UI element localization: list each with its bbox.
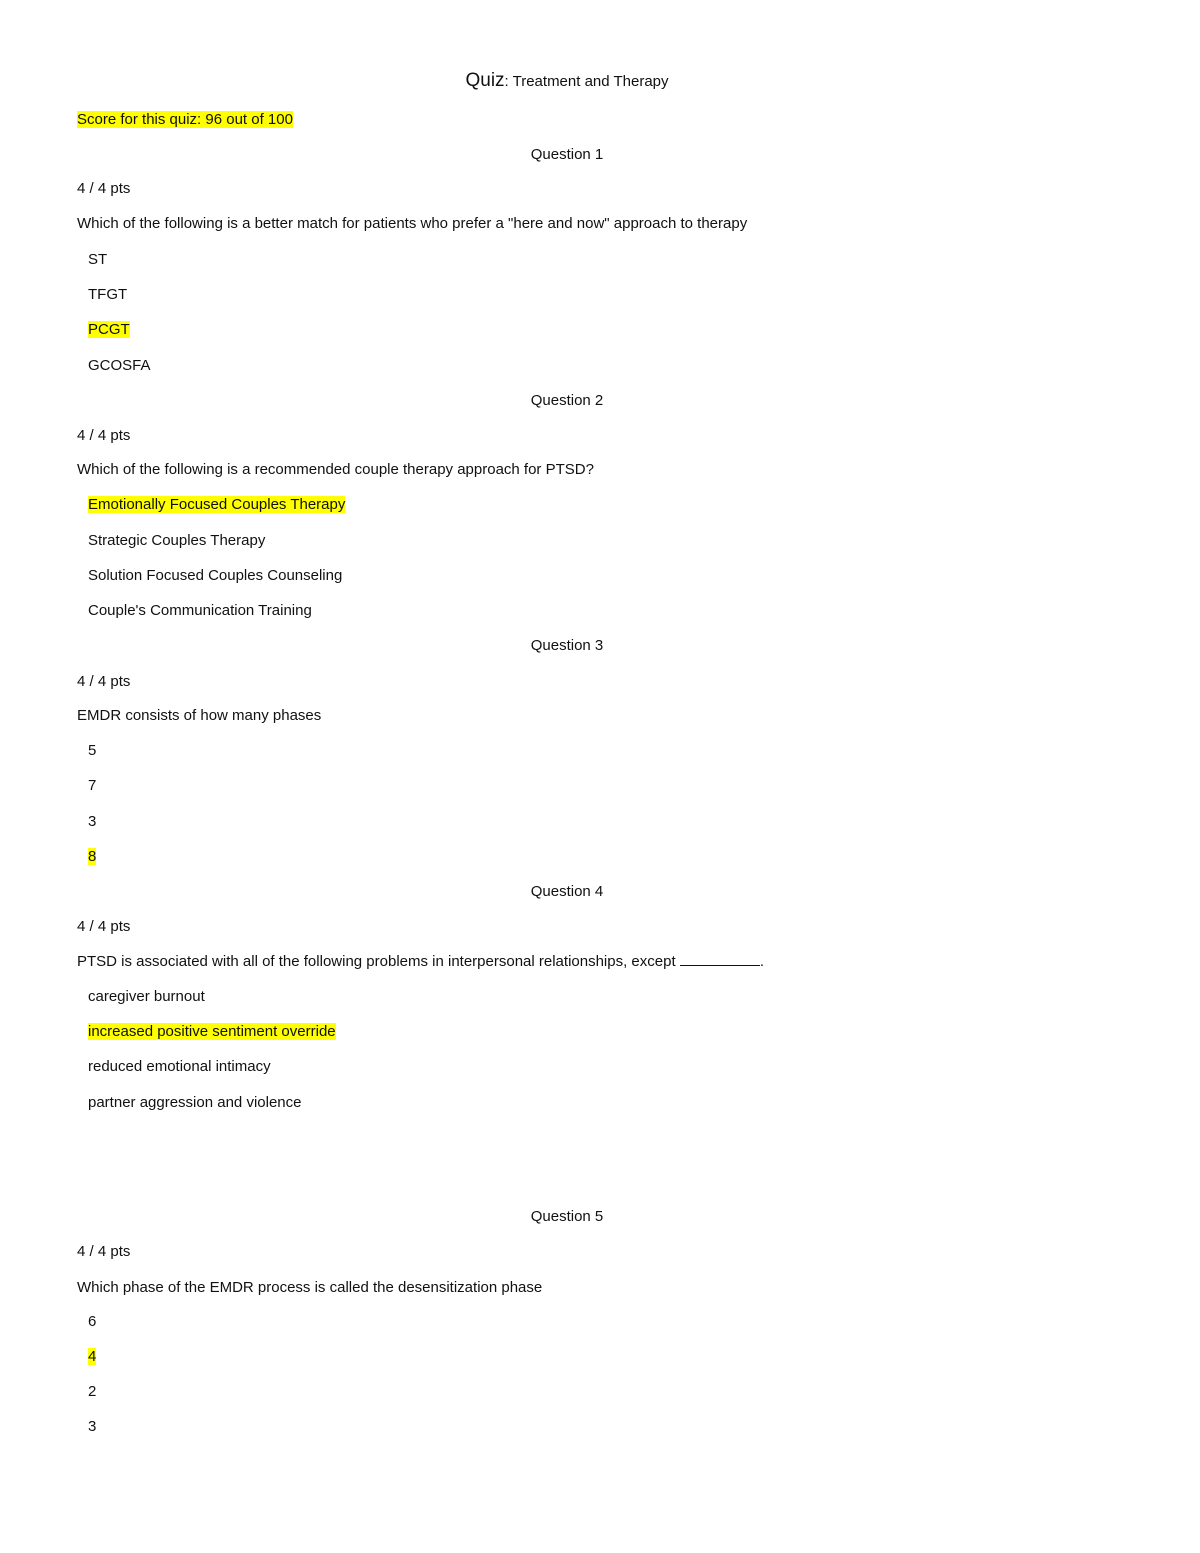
- question-5-option-1: [88, 1312, 96, 1332]
- question-2-prompt: Which of the following is a recommended couple therapy approach for PTSD?: [77, 461, 594, 478]
- option-text: Solution Focused Couples Counseling: [88, 567, 343, 584]
- option-text: reduced emotional intimacy: [88, 1058, 271, 1075]
- option-text: caregiver burnout: [88, 988, 205, 1005]
- question-2-points: 4 / 4 pts: [77, 427, 131, 444]
- option-text: 7: [88, 777, 97, 794]
- question-4-option-3: [88, 1057, 271, 1077]
- prompt-suffix: .: [759, 953, 764, 970]
- title-main: Quiz: [465, 70, 505, 91]
- question-1-prompt: Which of the following is a better match for patients who prefer a "here and now" approach to therapy: [77, 215, 748, 232]
- question-1-option-4: [88, 356, 151, 376]
- title-rest: : Treatment and Therapy: [504, 73, 669, 90]
- option-text: GCOSFA: [88, 357, 151, 374]
- question-2-option-1-selected: [88, 495, 345, 515]
- option-text: ST: [88, 251, 108, 268]
- question-4-option-4: [88, 1093, 301, 1113]
- option-text: PCGT: [88, 321, 130, 338]
- question-3-option-4-selected: [88, 847, 96, 867]
- question-2-option-3: [88, 566, 342, 586]
- question-1-points: 4 / 4 pts: [77, 180, 131, 197]
- question-3-points: 4 / 4 pts: [77, 673, 131, 690]
- option-text: 3: [88, 813, 97, 830]
- question-5-prompt: Which phase of the EMDR process is called the desensitization phase: [77, 1279, 543, 1296]
- question-4-option-1: [88, 987, 205, 1007]
- question-4-points: 4 / 4 pts: [77, 918, 131, 935]
- option-text: 6: [88, 1313, 97, 1330]
- option-text: increased positive sentiment override: [88, 1023, 336, 1040]
- question-3-option-3: [88, 812, 96, 832]
- question-5-option-2-selected: [88, 1347, 96, 1367]
- question-1-heading: Question 1: [530, 146, 604, 163]
- option-text: Strategic Couples Therapy: [88, 532, 266, 549]
- prompt-text: PTSD is associated with all of the following problems in interpersonal relationships, except: [77, 953, 676, 970]
- question-5-option-3: [88, 1382, 96, 1402]
- option-text: 8: [88, 848, 97, 865]
- page-title: [0, 70, 1134, 92]
- question-5-heading: Question 5: [530, 1208, 604, 1225]
- question-3-option-2: [88, 776, 96, 796]
- option-text: TFGT: [88, 286, 128, 303]
- question-5-option-4: [88, 1417, 96, 1437]
- score-line: [77, 110, 293, 130]
- option-text: 2: [88, 1383, 97, 1400]
- option-text: 3: [88, 1418, 97, 1435]
- question-2-option-4: [88, 601, 312, 621]
- answer-blank: [680, 951, 760, 966]
- question-1-option-1: [88, 250, 107, 270]
- question-4-option-2-selected: [88, 1022, 336, 1042]
- question-1-option-2: [88, 285, 127, 305]
- option-text: Couple's Communication Training: [88, 602, 312, 619]
- option-text: partner aggression and violence: [88, 1094, 302, 1111]
- question-2-heading: Question 2: [530, 392, 604, 409]
- option-text: Emotionally Focused Couples Therapy: [88, 496, 346, 513]
- question-5-points: 4 / 4 pts: [77, 1243, 131, 1260]
- option-text: 4: [88, 1348, 97, 1365]
- score-text: Score for this quiz: 96 out of 100: [77, 111, 293, 128]
- question-3-heading: Question 3: [530, 637, 604, 654]
- option-text: 5: [88, 742, 97, 759]
- question-4-heading: Question 4: [530, 883, 604, 900]
- question-1-option-3-selected: [88, 320, 130, 340]
- question-3-option-1: [88, 741, 96, 761]
- question-3-prompt: EMDR consists of how many phases: [77, 707, 322, 724]
- question-4-prompt: [77, 951, 764, 972]
- question-2-option-2: [88, 531, 265, 551]
